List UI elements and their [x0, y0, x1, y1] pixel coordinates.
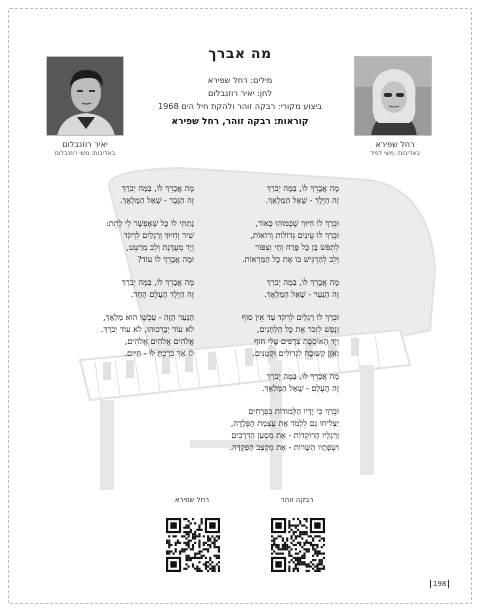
- lyrics-line: שִׁיר וְחִיּוּךְ וְרַגְלַיִם לִרְקֹד: [123, 230, 194, 240]
- lyrics-line: וְנֶפֶשׁ לִזְכֹּר אֶת כָּל הַלְּחָנִים,: [256, 324, 339, 334]
- lyrics-line: וּבֵרַךְ לוֹ חִיּוּךְ שֶׁכְּמוֹהוּ כָּאוֹר,: [255, 218, 339, 228]
- lyrics-line: מָה אֲבָרֵךְ לוֹ, בַּמָּה יְבֹרַךְ: [266, 183, 339, 193]
- lyrics-line: זֶה הַיֶּלֶד הָעֶלֶם הֶחָד.: [130, 289, 194, 299]
- lyrics-line: וְרַגְלָיו הָרוֹקְדוֹת - אֶת מִסְעַן הַדְּרָכִים: [231, 430, 339, 440]
- lyrics-line: הַנַּעַר הַזֶּה - עַכְשָׁו הוּא מַלְאָךְ,: [103, 312, 194, 322]
- lyrics-line: זֶה הַגֶּבֶר - שָׁאַל הַמַּלְאָךְ.: [119, 195, 194, 205]
- qr-block-rivka-zohar[interactable]: [269, 496, 325, 572]
- song-title: מה אברך: [208, 46, 272, 62]
- lyrics-credit: מילים: רחל שפירא: [207, 75, 273, 85]
- lyrics-stanza: [54, 276, 194, 300]
- lyrics-line: לוּ אַךְ בֵּרַכְתָּ לוֹ - חַיִּים.: [124, 348, 194, 358]
- photo-right-credit: באדיבות: משי לפיד: [370, 150, 420, 157]
- caption-left: [30, 140, 140, 157]
- qr-code-icon[interactable]: [166, 518, 220, 572]
- lyrics-column-right: [199, 182, 339, 464]
- lyrics-line: מָה אֲבָרֵךְ לוֹ, בַּמָּה יְבֹרַךְ: [266, 371, 339, 381]
- lyrics-line: לִתְפֹּשׂ בָּן כָּל פֶּרַח וְחַי וְצִפּוֹר: [255, 242, 339, 252]
- lyrics-line: זֶה הָעֶלֶם - שָׁאַל הַמַּלְאָךְ.: [261, 383, 339, 393]
- lyrics-line: יַצְלִיחוּ גַּם לִלְמֹד אֶת עָצְמַת הַפְּלָדָה,: [230, 418, 339, 428]
- lyrics-line: וּמָה אֲבָרֵךְ לוֹ עוֹד?: [137, 254, 194, 264]
- lyrics-line: וּשְׂפָתָיו הַשָּׁרוֹת - אֶת מִקְצַב הַפְּקֻדָּה.: [229, 442, 339, 452]
- photo-left-credit: באדיבות: משי רוזנבלום: [54, 150, 116, 157]
- photo-yair-rosenblum: [46, 56, 124, 136]
- lyrics-column-left: [54, 182, 194, 370]
- lyrics-stanza: [199, 217, 339, 265]
- lyrics-stanza: [54, 311, 194, 359]
- lyrics-line: וְיָד הָאוֹסֶפֶת צְדָפִים עֲלֵי חוֹף: [254, 336, 339, 346]
- lyrics-line: וְיָד מְעֻדֶּנֶת וְלֵב מְרַטֵּט,: [126, 242, 194, 252]
- lyrics-stanza: [54, 217, 194, 265]
- lyrics-line: וּבֵרַךְ לוֹ רַגְלַיִם לִרְקֹד עַד אֵין סוֹף: [241, 312, 339, 322]
- lyrics-stanza: [199, 405, 339, 453]
- lyrics-line: נָתַתִּי לוֹ כָּל שֶׁאֶפְשָׁר לִי לָתֵת:: [106, 218, 194, 228]
- qr-label-right: רבקה זוהר: [280, 496, 314, 504]
- lyrics-line: מָה אֲבָרֵךְ לוֹ, בַּמָּה יְבֹרַךְ: [121, 183, 194, 193]
- lyrics-stanza: [199, 311, 339, 359]
- lyrics-line: וּבֵרַךְ כִּי יָדָיו הַלְּמוּדוֹת בִּפְרָחִים: [248, 406, 339, 416]
- lyrics-line: לֹא עוֹד יְבָרְכוּהוּ, לֹא עוֹד יְבֹרַךְ.: [100, 324, 194, 334]
- music-credit: לחן: יאיר רוזנבלום: [208, 88, 272, 98]
- readers-credit: קוראות: רבקה זוהר, רחל שפירא: [171, 117, 309, 127]
- lyrics-line: אֱלֹהִים אֱלֹהִים אֱלֹהִים,: [124, 336, 194, 346]
- lyrics-line: מָה אֲבָרֵךְ לוֹ, בַּמָּה יְבֹרַךְ: [121, 277, 194, 287]
- portrait-man-image: [47, 57, 124, 136]
- lyrics-line: מָה אֲבָרֵךְ לוֹ, בַּמָּה יְבֹרַךְ: [266, 277, 339, 287]
- lyrics-line: וְאֹזֶן קַשּׁוּבָה לִגְדוֹלִים וּקְטַנִּים.: [252, 348, 339, 358]
- qr-label-left: רחל שפירא: [174, 496, 210, 504]
- lyrics-line: וּבֵרַךְ לוֹ עֵינַיִם גְּדוֹלוֹת וְרוֹאוֹת,: [250, 230, 339, 240]
- qr-code-icon[interactable]: [271, 518, 325, 572]
- photo-left-name: יאיר רוזנבלום: [62, 140, 108, 149]
- lyrics-stanza: [199, 370, 339, 394]
- photo-right-name: רחל שפירא: [375, 140, 415, 149]
- lyrics-line: זֶה הַיֶּלֶד - שָׁאַל הַמַּלְאָךְ.: [265, 195, 339, 205]
- portrait-woman-image: [355, 57, 432, 136]
- lyrics-stanza: [199, 276, 339, 300]
- qr-block-rachel-shapira[interactable]: [164, 496, 220, 572]
- song-header: [140, 46, 340, 127]
- lyrics-line: זֶה הַנַּעַר - שָׁאַל הַמַּלְאָךְ.: [264, 289, 339, 299]
- photo-rachel-shapira: [354, 56, 432, 136]
- lyrics-line: וְלֵב לְהַרְגִּישׁ בּוֹ אֶת כָּל הַמַּרְאוֹת.: [242, 254, 339, 264]
- caption-right: [340, 140, 450, 157]
- performance-credit: ביצוע מקורי: רבקה זוהר ולהקת חיל הים 1968: [157, 101, 323, 111]
- lyrics-stanza: [199, 182, 339, 206]
- lyrics-stanza: [54, 182, 194, 206]
- page-number: 198: [430, 580, 449, 588]
